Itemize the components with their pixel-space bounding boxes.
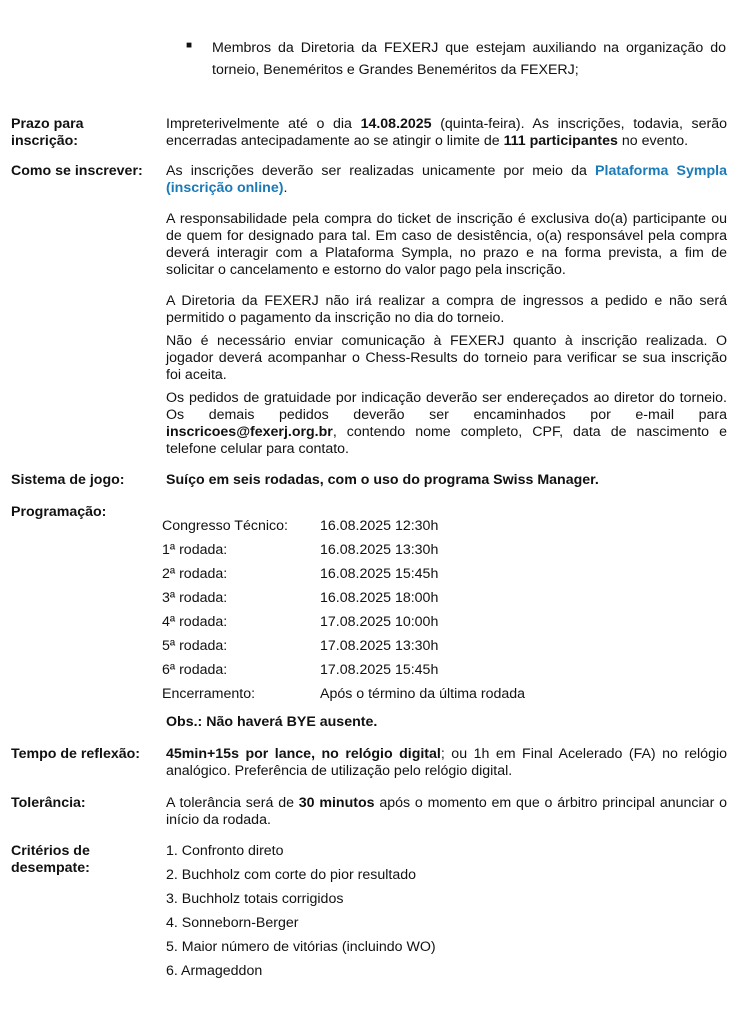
sistema-label: Sistema de jogo: [11, 472, 125, 488]
schedule-row [162, 682, 525, 706]
schedule-datetime: 16.08.2025 18:00h [320, 589, 439, 606]
tolerancia-text [166, 795, 727, 829]
schedule-event: Congresso Técnico: [162, 517, 288, 534]
schedule-datetime: Após o término da última rodada [320, 685, 526, 702]
prazo-text [166, 116, 727, 150]
prazo-label: Prazo para inscrição: [11, 116, 84, 149]
criterios-list [166, 843, 436, 987]
tolerancia-text-1: A tolerância será de [166, 795, 299, 811]
schedule-datetime: 16.08.2025 15:45h [320, 565, 439, 582]
tolerancia-label: Tolerância: [11, 795, 86, 811]
schedule-row [162, 538, 525, 562]
schedule-event: Encerramento: [162, 685, 256, 702]
bullet-icon: ■ [186, 40, 193, 51]
schedule-datetime: 17.08.2025 10:00h [320, 613, 439, 630]
tolerancia-bold: 30 minutos [298, 795, 375, 811]
list-item: 5. Maior número de vitórias (incluindo WO) [166, 939, 436, 955]
intro-bullet-item [186, 37, 726, 81]
criterios-label: Critérios de desempate: [11, 843, 90, 876]
list-item: 6. Armageddon [166, 963, 263, 979]
list-item: 2. Buchholz com corte do pior resultado [166, 867, 416, 883]
schedule-row [162, 514, 525, 538]
schedule-event: 3ª rodada: [162, 589, 228, 606]
como-p1-text: As inscrições deverão ser realizadas unicamente por meio da [166, 163, 596, 179]
obs-text: Obs.: Não haverá BYE ausente. [166, 714, 378, 730]
prazo-text-1: Impreterivelmente até o dia [166, 116, 361, 132]
como-paragraph-2: A responsabilidade pela compra do ticket de inscrição é exclusiva do(a) participante ou de quem for designado para tal. Em caso de desistência, o(a) responsável pela compra deverá interagir com a Plataforma Sympla, no prazo e na forma prevista, a fim de solicitar o cancelamento e estorno do valor pago pela inscrição. [166, 211, 727, 278]
schedule-datetime: 16.08.2025 13:30h [320, 541, 439, 558]
como-paragraph-5 [166, 390, 727, 458]
tempo-bold: 45min+15s por lance, no relógio digital [166, 746, 441, 762]
schedule-row [162, 586, 525, 610]
como-p5-end: , contendo nome completo, CPF, data de nascimento e telefone celular para contato. [166, 424, 727, 457]
email-link[interactable]: inscricoes@fexerj.org.br [166, 424, 333, 440]
como-paragraph-1 [166, 163, 727, 197]
schedule-datetime: 17.08.2025 13:30h [320, 637, 439, 654]
prazo-date: 14.08.2025 [360, 116, 432, 132]
schedule-table [162, 514, 525, 706]
como-label: Como se inscrever: [11, 163, 143, 179]
como-paragraph-4: Não é necessário enviar comunicação à FEXERJ quanto à inscrição realizada. O jogador deverá acompanhar o Chess-Results do torneio para verificar se sua inscrição foi aceita. [166, 333, 727, 383]
schedule-row [162, 658, 525, 682]
schedule-event: 5ª rodada: [162, 637, 228, 654]
como-content [166, 163, 727, 472]
tempo-rest: ; ou 1h em Final Acelerado (FA) no relógio analógico. Preferência de utilização pelo relógio digital. [166, 746, 727, 779]
schedule-event: 1ª rodada: [162, 541, 228, 558]
schedule-row [162, 610, 525, 634]
list-item: 3. Buchholz totais corrigidos [166, 891, 344, 907]
list-item: 1. Confronto direto [166, 843, 284, 859]
programacao-label: Programação: [11, 504, 107, 520]
tempo-label: Tempo de reflexão: [11, 746, 141, 762]
como-p1-end: . [283, 180, 288, 196]
sympla-link[interactable]: Plataforma Sympla (inscrição online) [166, 163, 727, 196]
schedule-event: 4ª rodada: [162, 613, 228, 630]
tolerancia-text-2: após o momento em que o árbitro principal anunciar o início da rodada. [166, 795, 727, 828]
schedule-row [162, 562, 525, 586]
como-paragraph-3: A Diretoria da FEXERJ não irá realizar a compra de ingressos a pedido e não será permitido o pagamento da inscrição no dia do torneio. [166, 293, 727, 326]
schedule-event: 2ª rodada: [162, 565, 228, 582]
list-item: 4. Sonneborn-Berger [166, 915, 299, 931]
schedule-datetime: 16.08.2025 12:30h [320, 517, 439, 534]
tempo-text [166, 746, 727, 780]
schedule-row [162, 634, 525, 658]
schedule-event: 6ª rodada: [162, 661, 228, 678]
schedule-datetime: 17.08.2025 15:45h [320, 661, 439, 678]
prazo-limit: 111 participantes [503, 133, 618, 149]
intro-bullet-text: Membros da Diretoria da FEXERJ que estejam auxiliando na organização do torneio, Beneméritos e Grandes Beneméritos da FEXERJ; [212, 40, 726, 78]
sistema-text: Suíço em seis rodadas, com o uso do programa Swiss Manager. [166, 472, 599, 488]
prazo-text-2: (quinta-feira). As inscrições, todavia, serão encerradas antecipadamente ao se atingir o limite de [166, 116, 727, 149]
como-p5-text: Os pedidos de gratuidade por indicação deverão ser endereçados ao diretor do torneio. Os demais pedidos deverão ser encaminhados por e-mail para [166, 390, 727, 423]
prazo-text-3: no evento. [617, 133, 689, 149]
